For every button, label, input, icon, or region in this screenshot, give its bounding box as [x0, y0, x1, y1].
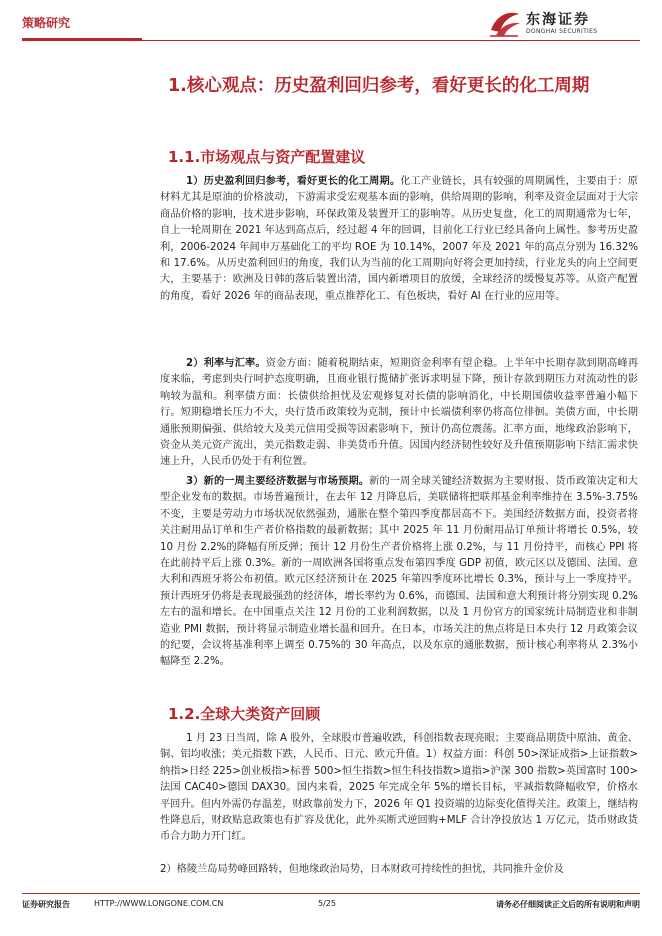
paragraph-1 — [160, 174, 638, 305]
paragraph-5-body: 2）格陵兰岛局势峰回路转，但地缘政治局势，日本财政可持续性的担忧，共同推升金价及 — [160, 864, 564, 875]
paragraph-1-lead: 1）历史盈利回归参考，看好更长的化工周期。 — [186, 176, 401, 187]
footer-url[interactable]: HTTP://WWW.LONGONE.COM.CN — [94, 899, 224, 908]
paragraph-2 — [160, 356, 638, 471]
heading-1: 1.核心观点：历史盈利回归参考，看好更长的化工周期 — [168, 76, 590, 96]
paragraph-1-body: 化工产业链长，具有较强的周期属性，主要由于：原材料尤其是原油的价格波动，下游需求受宏观基本面的影响，供给周期的影响，利率及资金层面对于大宗商品价格的影响，技术进步影响，环保政策及装置开工的影响等。从历史复盘，化工的周期通常为七年，自上一轮周期在 2021 年达到高点后，经过超 4 年的回调，目前化工行业已经具备向上属性。参考历史盈利，2006-2024 年间申万基础化工的平均 ROE 为 10.14%，2007 年及 2021 年的高点分别为 16.32%和 17.6%。从历史盈利回归的角度，我们认为当前的化工周期向好将会更加持续，行业龙头的向上空间更大，主要基于：欧洲及日韩的落后装置出清，国内新增项目的放缓，全球经济的缓慢复苏等。从资产配置的角度，看好 2026 年的商品表现，重点推荐化工、有色板块，看好 AI 在行业的应用等。 — [160, 176, 638, 302]
header-rule — [22, 40, 640, 41]
logo-text-en: DONGHAI SECURITIES — [526, 28, 598, 35]
paragraph-2-body: 资金方面：随着税期结束，短期资金利率有望企稳。上半年中长期存款到期高峰再度来临，考虑到央行呵护态度明确，且商业银行揽储扩张诉求明显下降，预计存款到期压力对流动性的影响较为温和。利率债方面：长债供给担忧及宏观修复对长债的影响消化，中长期国债收益率普遍小幅下行。短期稳增长压力不大，央行货币政策较为克制，预计中长端债利率仍将高位徘徊。美债方面，中长期通胀预期偏强、供给较大及美元信用受损等因素影响下，预计仍高位震荡。汇率方面，地缘政治影响下，资金从美元资产流出，美元指数走弱、非美货币升值。因国内经济韧性较好及升值预期影响下结汇需求快速上升，人民币仍处于有利位置。 — [160, 358, 639, 468]
footer-page-number: 5/25 — [318, 899, 336, 908]
paragraph-3 — [160, 474, 638, 671]
paragraph-2-lead: 2）利率与汇率。 — [186, 358, 266, 369]
heading-1-1: 1.1.市场观点与资产配置建议 — [168, 148, 366, 166]
footer-disclaimer: 请务必仔细阅读正文后的所有说明和声明 — [496, 900, 640, 909]
heading-1-2: 1.2.全球大类资产回顾 — [168, 705, 321, 723]
paragraph-4 — [160, 731, 638, 846]
paragraph-3-lead: 3）新的一周主要经济数据与市场预期。 — [186, 476, 370, 487]
paragraph-5 — [160, 862, 638, 878]
footer-rule — [22, 893, 640, 894]
logo-text-cn: 东海证券 — [526, 12, 590, 28]
company-logo — [488, 8, 638, 40]
header-section-label: 策略研究 — [22, 16, 71, 30]
footer-left-label: 证券研究报告 — [22, 900, 70, 909]
paragraph-4-body: 1 月 23 日当周，除 A 股外，全球股市普遍收跌，科创指数表现亮眼；主要商品期货中原油、黄金、铜、铝均收涨；美元指数下跌，人民币、日元、欧元升值。1）权益方面：科创 50>深证成指>上证指数>纳指>日经 225>创业板指>标普 500>恒生指数>恒生科技指数>道指>沪深 300 指数>英国富时 100>法国 CAC40>德国 DAX30。国内来看，2025 年完成全年 5%的增长目标，平减指数降幅收窄，价格水平回升。但内外需仍存温差，财政靠前发力下，2026 年 Q1 投资端的边际变化值得关注。政策上，继结构性降息后，财政贴息政策也有扩容及优化，此外买断式逆回购+MLF 合计净投放达 1 万亿元，货币财政货币合力助力开门红。 — [160, 733, 639, 843]
paragraph-3-body: 新的一周全球关键经济数据为主要财报、货币政策决定和大型企业发布的数据。市场普遍预计，在去年 12 月降息后，美联储将把联邦基金利率维持在 3.5%-3.75%不变，主要是劳动力市场状况依然强劲，通胀在整个第四季度都居高不下。美国经济数据方面，投资者将关注耐用品订单和生产者价格指数的最新数据；其中 2025 年 11 月份耐用品订单预计将增长 0.5%，较 10 月份 2.2%的降幅有所反弹；预计 12 月份生产者价格将上涨 0.2%，与 11 月份持平，而核心 PPI 将在此前持平后上涨 0.3%。新的一周欧洲各国将重点发布第四季度 GDP 初值，欧元区以及德国、法国、意大利和西班牙将公布初值。欧元区经济预计在 2025 年第四季度环比增长 0.3%，预计与上一季度持平。预计西班牙仍将是表现最强劲的经济体，增长率约为 0.6%，而德国、法国和意大利预计将分别实现 0.2%左右的温和增长。在中国重点关注 12 月份的工业利润数据，以及 1 月份官方的国家统计局制造业和非制造业 PMI 数据，预计将显示制造业增长温和回升。在日本，市场关注的焦点将是日本央行 12 月政策会议的纪要，会议将基准利率上调至 0.75%的 30 年高点，以及东京的通胀数据，预计核心利率将从 2.3%小幅降至 2.2%。 — [160, 476, 638, 668]
logo-emblem-icon — [488, 8, 522, 38]
